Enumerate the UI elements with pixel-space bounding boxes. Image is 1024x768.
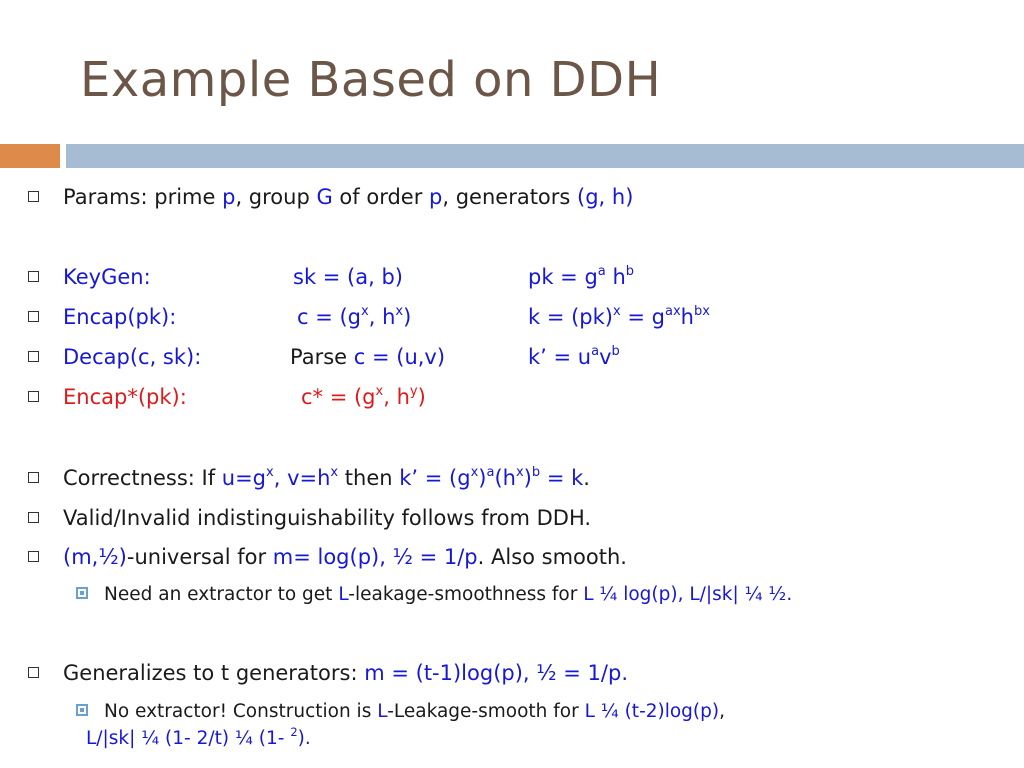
subbullet-extractor: Need an extractor to get L-leakage-smoothness for L ¼ log(p), L/|sk| ¼ ½.: [76, 581, 1024, 609]
bullet-icon: [28, 351, 39, 362]
bullet-encap-star: Encap*(pk): $c* = (g^x$, $h^y$): [28, 383, 1018, 411]
bullet-generalizes: Generalizes to t generators: m = (t-1)log(p), ½ = 1/p.: [28, 659, 1018, 687]
bullet-icon: [28, 271, 39, 282]
bullet-decap: Decap(c, sk): Parse c = (u,v) k’ = $u^av^b$: [28, 343, 1018, 371]
bullet-keygen: KeyGen: sk = (a, b) pk = $g^a$ $h^b$: [28, 263, 1018, 291]
sub-bullet-icon: [76, 704, 88, 716]
bullet-icon: [28, 472, 39, 483]
bullet-icon: [28, 551, 39, 562]
accent-bar-orange: [0, 144, 60, 168]
subbullet-no-extractor-continued: L/|sk| ¼ (1- 2/t) ¼ (1- $^2$).: [86, 724, 311, 749]
slide-title: Example Based on DDH: [80, 52, 662, 108]
bullet-params: Params: prime p, group G of order p, generators (g, h): [28, 183, 1018, 211]
bullet-correctness: Correctness: If $u=g^x$, $v=h^x$ then k’ = $(g^x)^a(h^x)^b = k$.: [28, 464, 1018, 492]
bullet-icon: [28, 667, 39, 678]
bullet-icon: [28, 311, 39, 322]
bullet-icon: [28, 512, 39, 523]
bullet-icon: [28, 391, 39, 402]
sub-bullet-icon: [76, 587, 88, 599]
accent-bar-blue: [66, 144, 1024, 168]
bullet-indistinguishability: Valid/Invalid indistinguishability follows from DDH.: [28, 504, 1018, 532]
bullet-encap: Encap(pk): $c = (g^x$, $h^x$) $k = (pk)^x = g^{ax}h^{bx}$: [28, 303, 1018, 331]
subbullet-no-extractor: No extractor! Construction is L-Leakage-smooth for L ¼ (t-2)log(p),: [76, 698, 1024, 726]
bullet-icon: [28, 191, 39, 202]
bullet-universal: (m,½)-universal for m= log(p), ½ = 1/p. Also smooth.: [28, 543, 1018, 571]
